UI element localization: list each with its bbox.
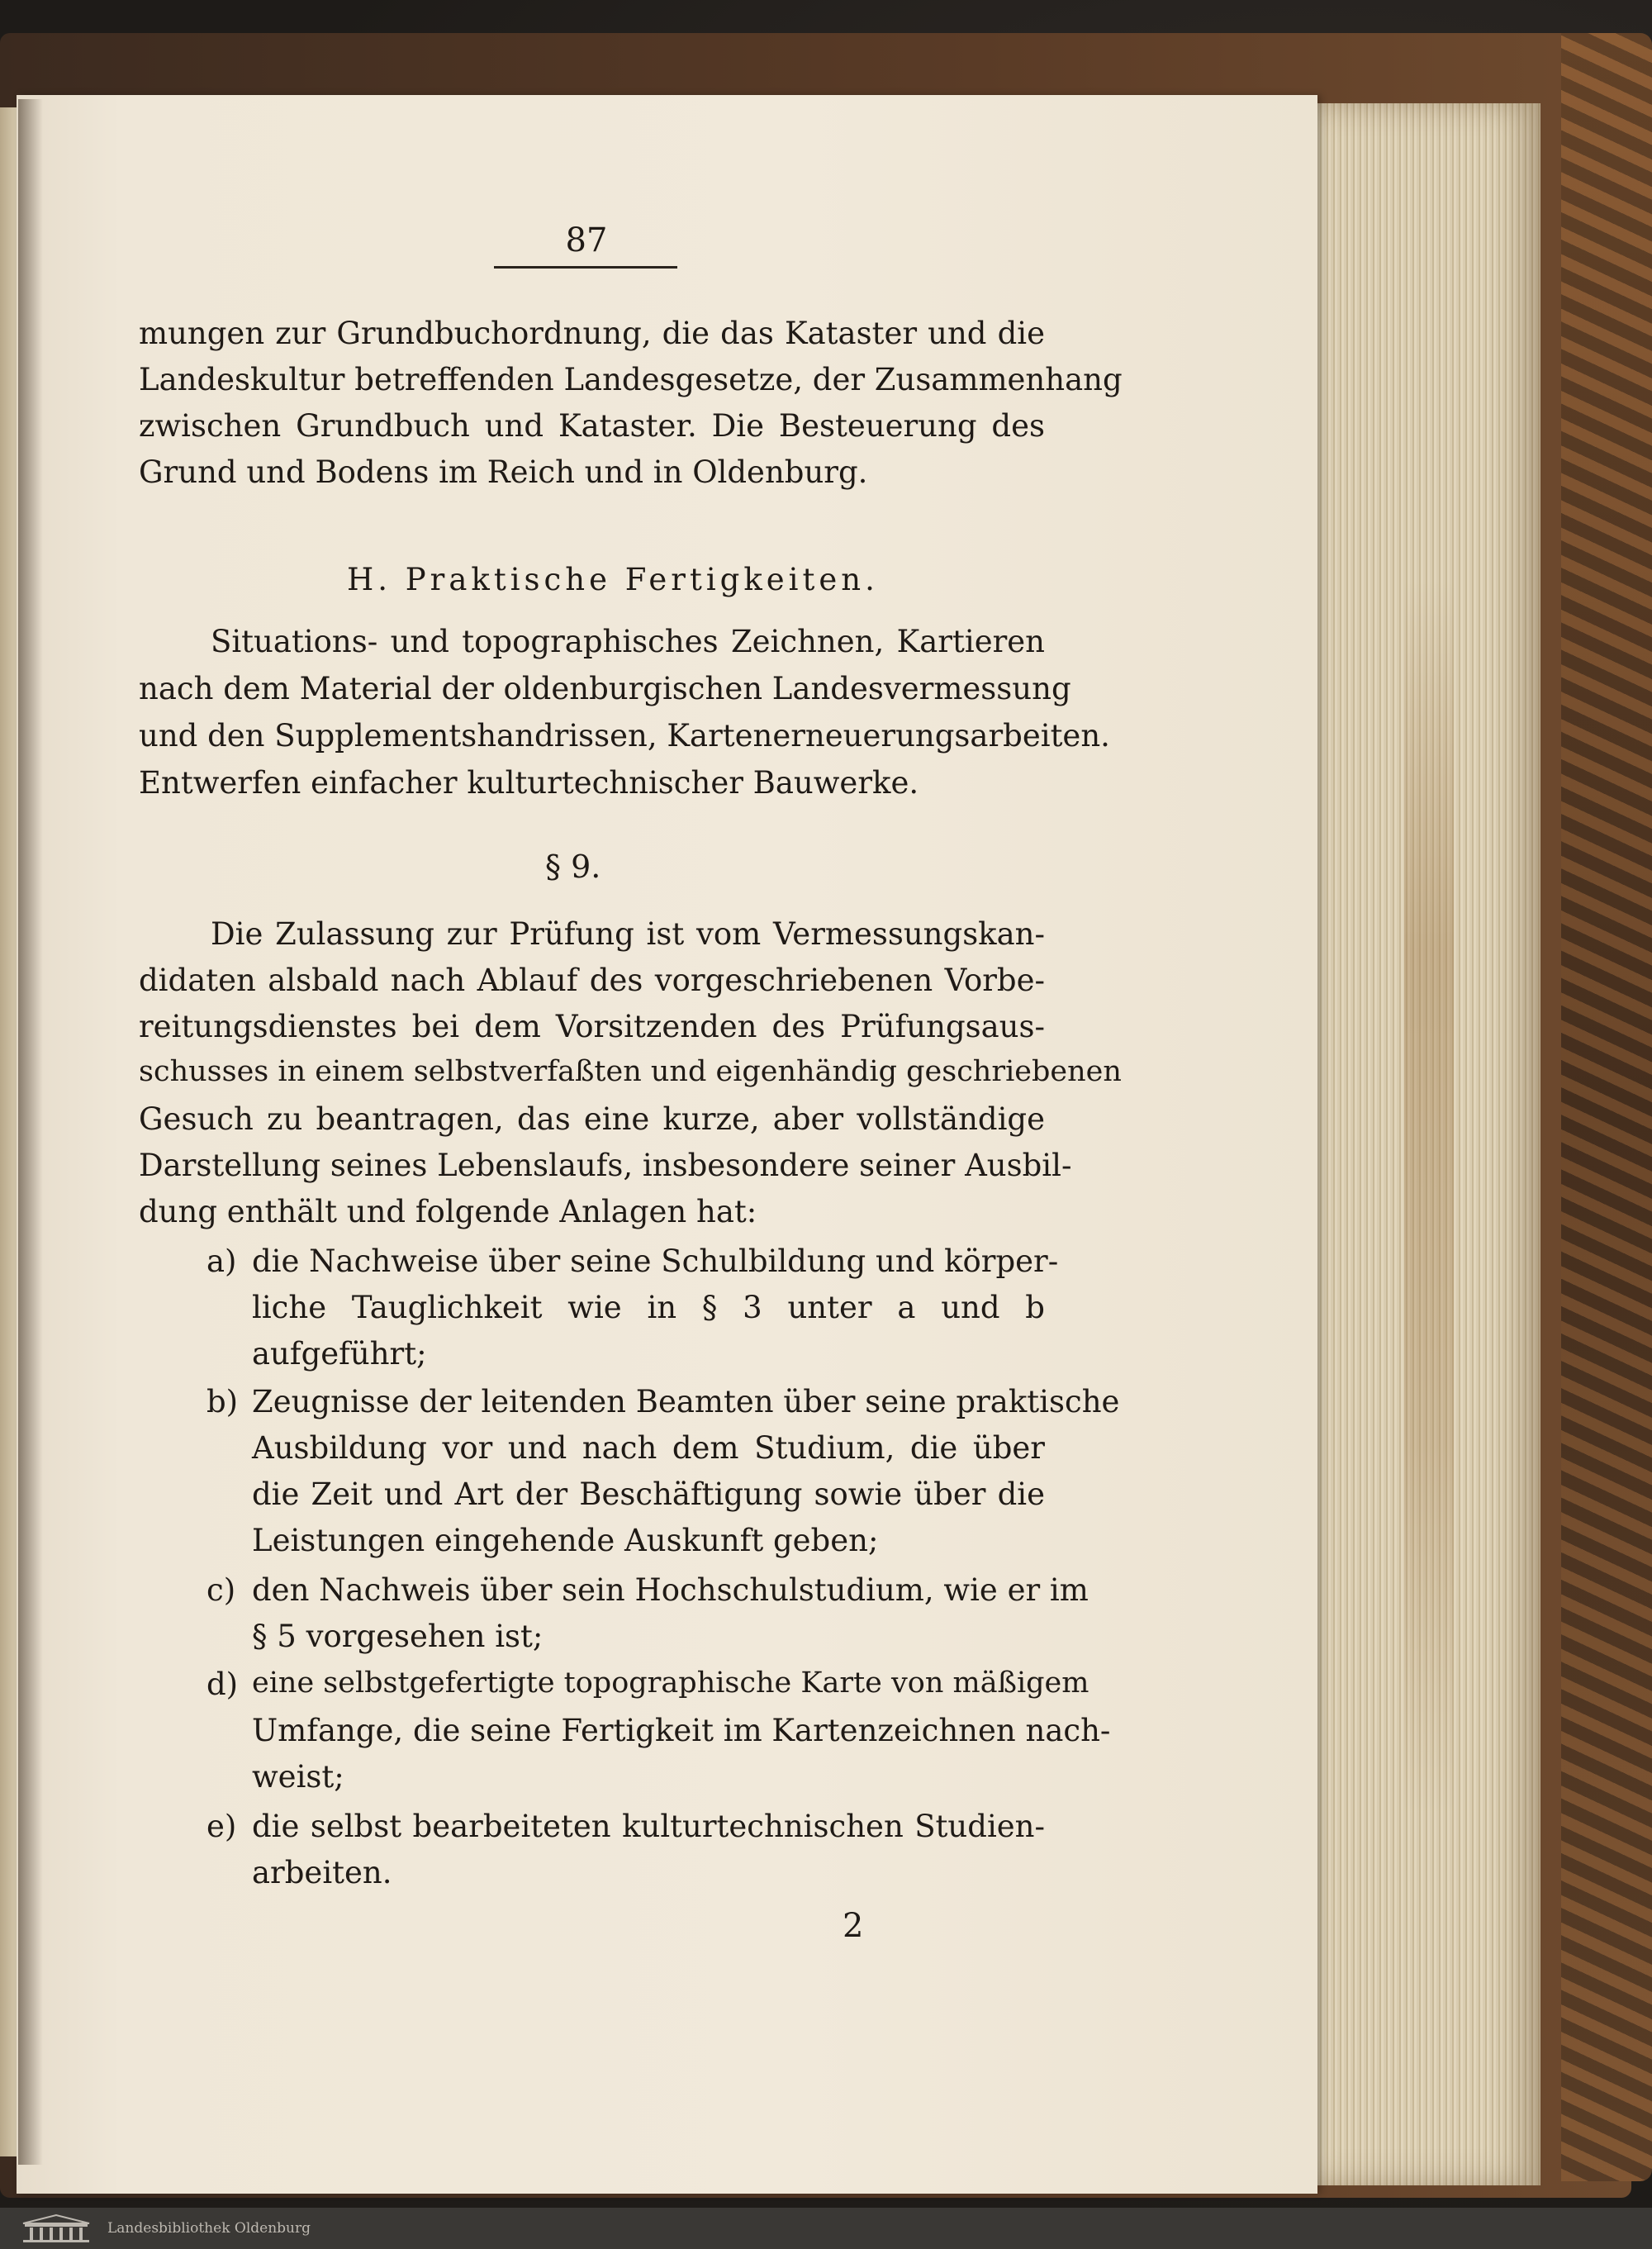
paragraph2-line-3: und den Supplementshandrissen, Kartenerneuerungsarbeiten. (139, 718, 1110, 754)
list-item-a-line-2: liche Tauglichkeit wie in § 3 unter a und b (252, 1290, 1045, 1325)
left-page-sliver (0, 107, 18, 2156)
library-footer-bar (0, 2208, 1652, 2249)
list-item-b-line-1: Zeugnisse der leitenden Beamten über seine praktische (252, 1384, 1120, 1419)
paragraph1-line-1: mungen zur Grundbuchordnung, die das Kataster und die (139, 316, 1045, 351)
paragraph3-line-5: Gesuch zu beantragen, das eine kurze, aber vollständige (139, 1101, 1045, 1137)
paragraph3-line-2: didaten alsbald nach Ablauf des vorgeschriebenen Vorbe- (139, 963, 1045, 998)
paragraph-sign: § 9. (545, 849, 601, 885)
page-number: 87 (565, 221, 608, 259)
list-item-a-line-3: aufgeführt; (252, 1336, 427, 1372)
paragraph2-line-2: nach dem Material der oldenburgischen Landesvermessung (139, 671, 1071, 706)
list-item-e-marker: e) (206, 1809, 237, 1844)
list-item-b-marker: b) (206, 1384, 239, 1419)
paragraph1-line-2: Landeskultur betreffenden Landesgesetze, der Zusammenhang (139, 362, 1123, 397)
paragraph3-line-6: Darstellung seines Lebenslaufs, insbesondere seiner Ausbil- (139, 1148, 1072, 1183)
list-item-c-line-1: den Nachweis über sein Hochschulstudium, wie er im (252, 1572, 1089, 1608)
list-item-e-line-1: die selbst bearbeiteten kulturtechnischen Studien- (252, 1809, 1045, 1844)
list-item-d-line-1: eine selbstgefertigte topographische Karte von mäßigem (252, 1667, 1089, 1700)
book-cover-marbled-edge (1561, 33, 1652, 2181)
paragraph2-line-1: Situations- und topographisches Zeichnen, Kartieren (211, 624, 1045, 659)
paragraph1-line-4: Grund und Bodens im Reich und in Oldenburg. (139, 454, 868, 490)
list-item-b-line-2: Ausbildung vor und nach dem Studium, die über (252, 1430, 1045, 1466)
list-item-b-line-3: die Zeit und Art der Beschäftigung sowie über die (252, 1476, 1045, 1512)
section-heading: H. Praktische Fertigkeiten. (347, 562, 879, 597)
signature-mark: 2 (843, 1907, 864, 1945)
list-item-a-line-1: die Nachweise über seine Schulbildung und körper- (252, 1243, 1059, 1279)
paragraph3-line-4: schusses in einem selbstverfaßten und eigenhändig geschriebenen (139, 1055, 1122, 1088)
page-number-rule (494, 266, 677, 269)
page-edge-stain (1404, 578, 1454, 1818)
list-item-a-marker: a) (206, 1243, 237, 1279)
library-footer-label: Landesbibliothek Oldenburg (107, 2220, 311, 2237)
list-item-e-line-2: arbeiten. (252, 1855, 392, 1890)
paragraph3-line-7: dung enthält und folgende Anlagen hat: (139, 1194, 757, 1229)
list-item-c-marker: c) (206, 1572, 236, 1608)
paragraph3-line-3: reitungsdienstes bei dem Vorsitzenden des Prüfungsaus- (139, 1009, 1045, 1044)
paragraph1-line-3: zwischen Grundbuch und Kataster. Die Besteuerung des (139, 408, 1045, 444)
page-gutter-shadow (18, 99, 43, 2165)
list-item-b-line-4: Leistungen eingehende Auskunft geben; (252, 1523, 879, 1558)
library-building-icon (15, 2212, 97, 2245)
list-item-d-marker: d) (206, 1667, 239, 1702)
list-item-c-line-2: § 5 vorgesehen ist; (252, 1619, 544, 1654)
list-item-d-line-2: Umfange, die seine Fertigkeit im Kartenzeichnen nach- (252, 1713, 1111, 1748)
paragraph2-line-4: Entwerfen einfacher kulturtechnischer Bauwerke. (139, 765, 919, 801)
paragraph3-line-1: Die Zulassung zur Prüfung ist vom Vermessungskan- (211, 916, 1045, 952)
list-item-d-line-3: weist; (252, 1759, 344, 1795)
